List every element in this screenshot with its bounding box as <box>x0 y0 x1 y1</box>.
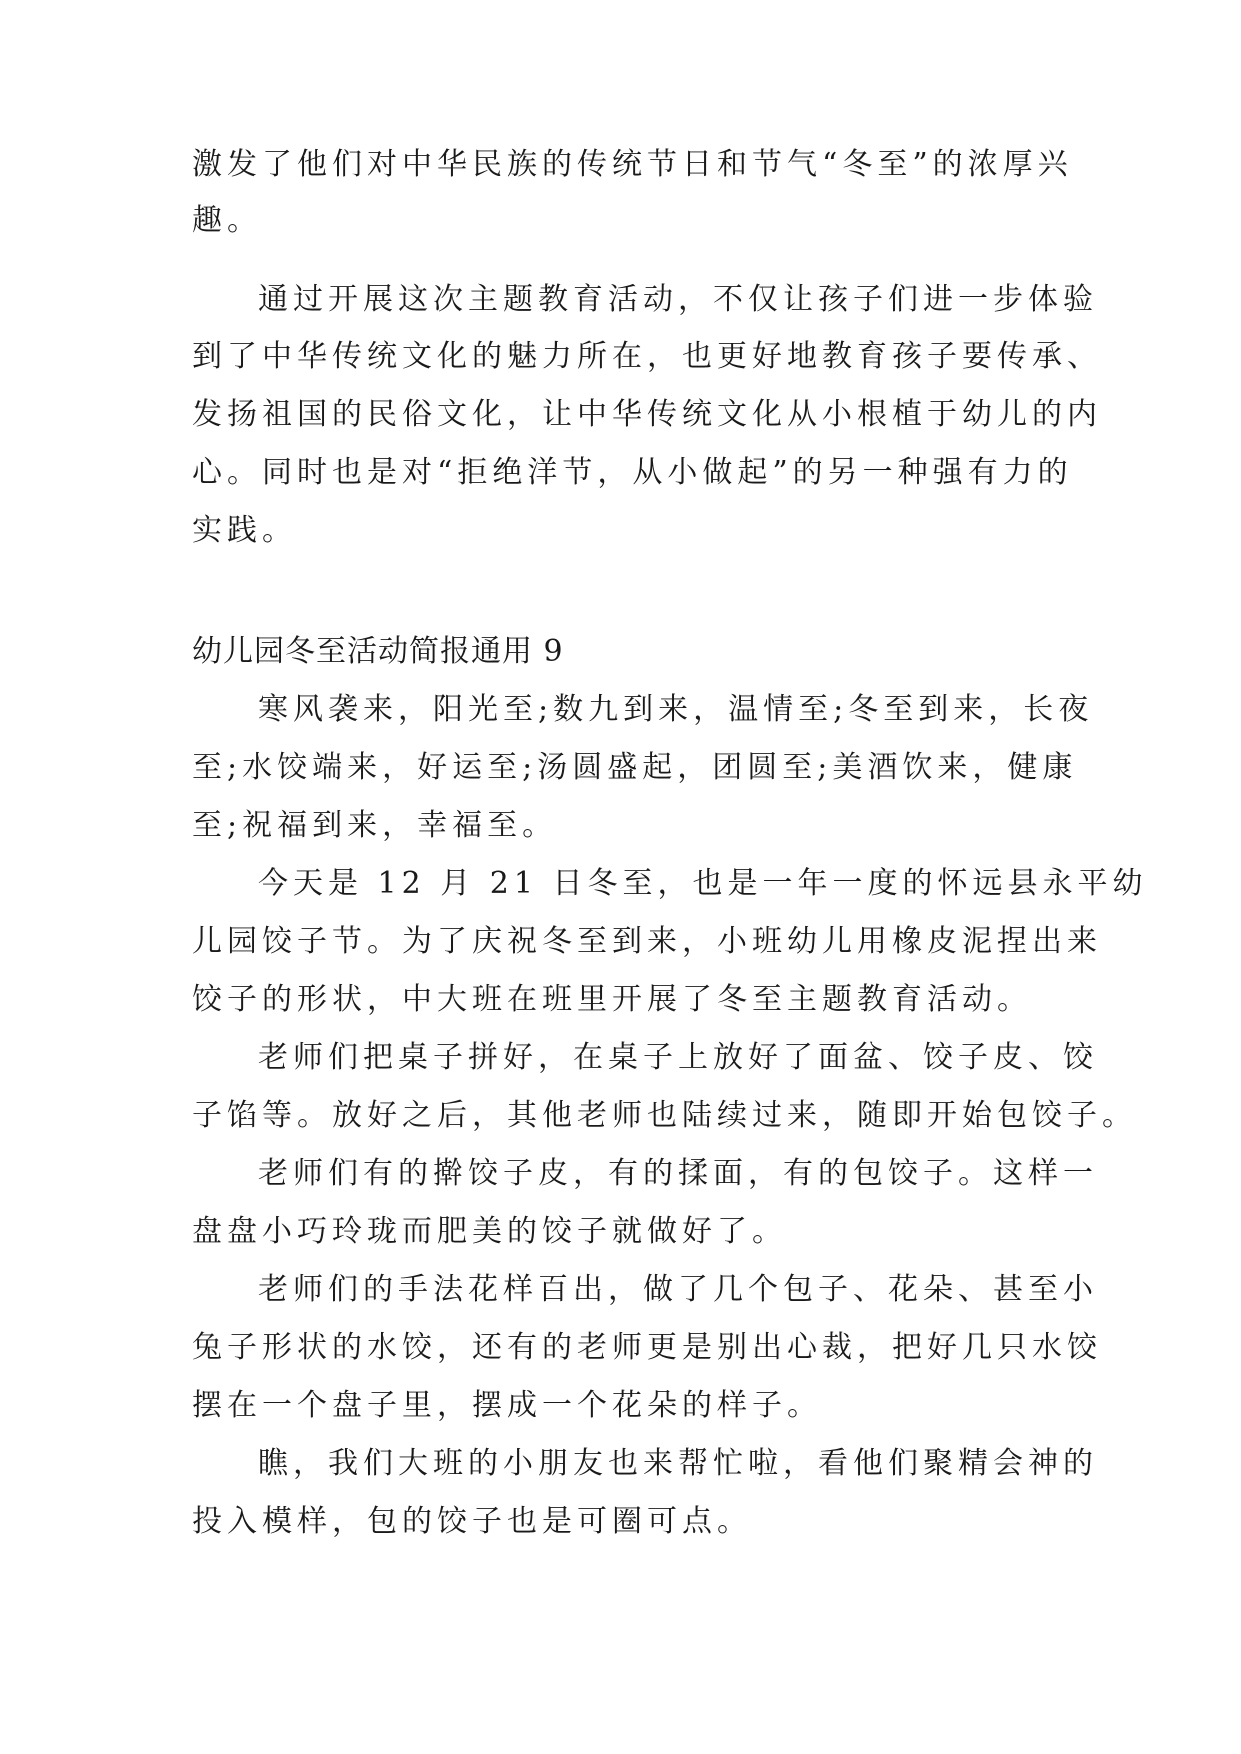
paragraph-first-line: 老师们有的擀饺子皮，有的揉面，有的包饺子。这样一 <box>258 1156 1098 1191</box>
section-title: 幼儿园冬至活动简报通用 9 <box>192 634 564 669</box>
text-line: 摆在一个盘子里，摆成一个花朵的样子。 <box>192 1388 822 1423</box>
text-line: 至;水饺端来，好运至;汤圆盛起，团圆至;美酒饮来，健康 <box>192 750 1078 785</box>
text-line: 儿园饺子节。为了庆祝冬至到来，小班幼儿用橡皮泥捏出来 <box>192 924 1102 959</box>
text-line: 饺子的形状，中大班在班里开展了冬至主题教育活动。 <box>192 982 1032 1017</box>
paragraph-first-line: 瞧，我们大班的小朋友也来帮忙啦，看他们聚精会神的 <box>258 1446 1098 1481</box>
paragraph-first-line: 通过开展这次主题教育活动，不仅让孩子们进一步体验 <box>258 282 1098 317</box>
text-line: 至;祝福到来，幸福至。 <box>192 808 558 843</box>
text-line: 激发了他们对中华民族的传统节日和节气“冬至”的浓厚兴 <box>192 147 1073 182</box>
paragraph-first-line: 寒风袭来，阳光至;数九到来，温情至;冬至到来，长夜 <box>258 692 1094 727</box>
text-line: 投入模样，包的饺子也是可圈可点。 <box>192 1504 752 1539</box>
text-line: 趣。 <box>192 203 262 238</box>
text-line: 到了中华传统文化的魅力所在，也更好地教育孩子要传承、 <box>192 339 1102 374</box>
text-line: 发扬祖国的民俗文化，让中华传统文化从小根植于幼儿的内 <box>192 397 1102 432</box>
text-line: 盘盘小巧玲珑而肥美的饺子就做好了。 <box>192 1214 787 1249</box>
text-line: 实践。 <box>192 513 297 548</box>
paragraph-first-line: 老师们把桌子拼好，在桌子上放好了面盆、饺子皮、饺 <box>258 1040 1098 1075</box>
text-line: 心。同时也是对“拒绝洋节，从小做起”的另一种强有力的 <box>192 455 1073 490</box>
paragraph-first-line: 老师们的手法花样百出，做了几个包子、花朵、甚至小 <box>258 1272 1098 1307</box>
text-line: 兔子形状的水饺，还有的老师更是别出心裁，把好几只水饺 <box>192 1330 1102 1365</box>
text-line: 子馅等。放好之后，其他老师也陆续过来，随即开始包饺子。 <box>192 1098 1137 1133</box>
paragraph-first-line: 今天是 12 月 21 日冬至，也是一年一度的怀远县永平幼 <box>258 866 1148 901</box>
